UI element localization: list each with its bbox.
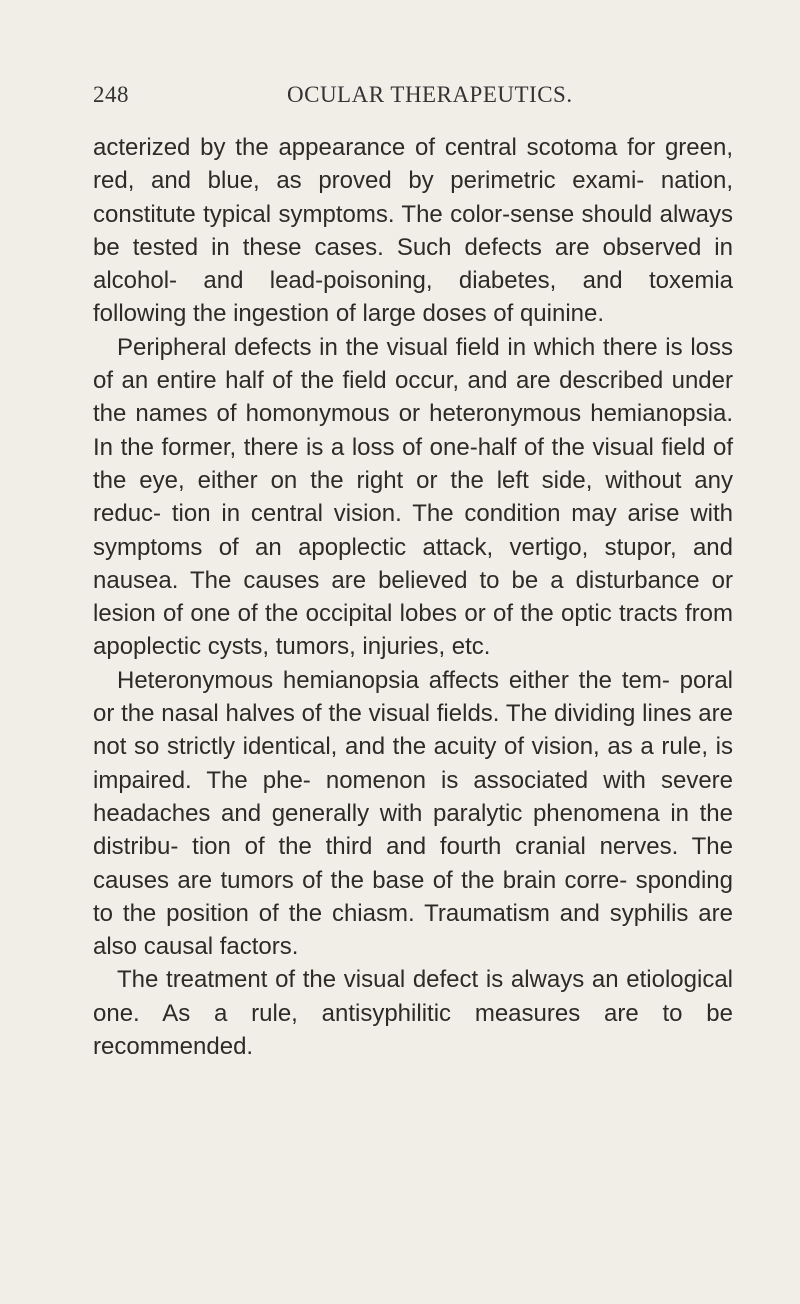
paragraph-heteronymous-hemianopsia: Heteronymous hemianopsia affects either the tem- poral or the nasal halves of the visual fields. The dividing lines are not so strictly identical, and the acuity of vision, as a rule, is impaired. The phe- nomenon is associated with severe headaches and generally with paralytic phenomena in the distribu- tion of the third and fourth cranial nerves. The causes are tumors of the base of the brain corre- sponding to the position of the chiasm. Traumatism and syphilis are also causal factors. (93, 666, 733, 961)
body-text (93, 131, 733, 1063)
running-title: OCULAR THERAPEUTICS. (287, 82, 573, 107)
paragraph-treatment: The treatment of the visual defect is always an etiological one. As a rule, antisyphilitic measures are to be recommended. (93, 966, 733, 1061)
paragraph-peripheral-defects: Peripheral defects in the visual field in which there is loss of an entire half of the field occur, and are described under the names of homonymous or heteronymous hemianopsia. In the former, there is a loss of one-half of the visual field of the eye, either on the right or the left side, without any reduc- tion in central vision. The condition may arise with symptoms of an apoplectic attack, vertigo, stupor, and nausea. The causes are believed to be a disturbance or lesion of one of the occipital lobes or of the optic tracts from apoplectic cysts, tumors, injuries, etc. (93, 333, 733, 661)
page-header (93, 82, 733, 116)
page-number: 248 (93, 82, 129, 107)
paragraph-continued: acterized by the appearance of central scotoma for green, red, and blue, as proved by perimetric exami- nation, constitute typical symptoms. The color-sense should always be tested in these cases. Such defects are observed in alcohol- and lead-poisoning, diabetes, and toxemia following the ingestion of large doses of quinine. (93, 134, 733, 328)
